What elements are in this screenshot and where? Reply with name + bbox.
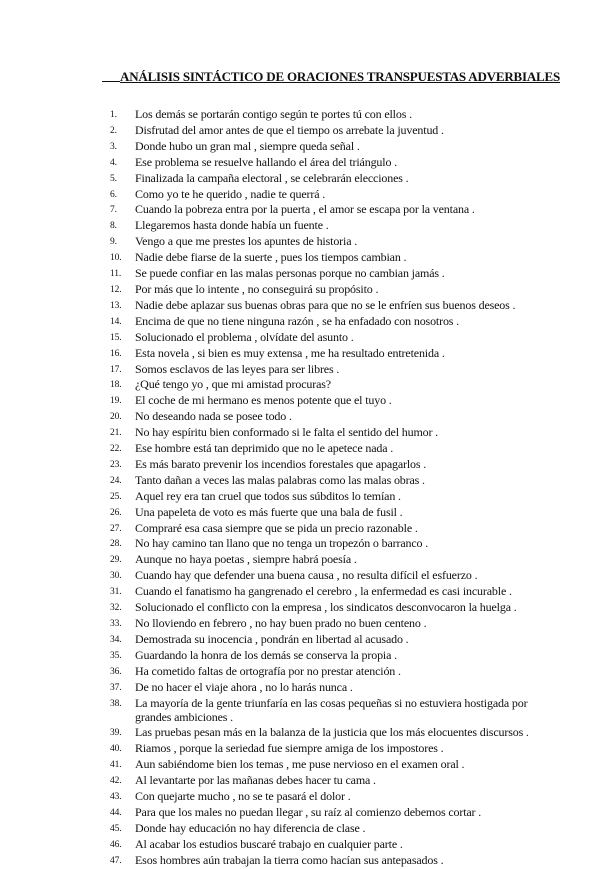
sentence-item xyxy=(110,234,550,250)
sentence-number: 29. xyxy=(110,555,122,566)
sentence-number: 32. xyxy=(110,603,122,614)
sentence-number: 47. xyxy=(110,855,122,866)
sentence-text: Las pruebas pesan más en la balanza de la justicia que los más elocuentes discursos . xyxy=(135,725,529,740)
sentence-text: Aun sabiéndome bien los temas , me puse nervioso en el examen oral . xyxy=(135,757,465,772)
sentence-number: 26. xyxy=(110,507,122,518)
sentence-text: Al acabar los estudios buscaré trabajo en cualquier parte . xyxy=(135,836,403,851)
sentence-number: 19. xyxy=(110,396,122,407)
sentence-number: 42. xyxy=(110,776,122,787)
sentence-item xyxy=(110,155,550,171)
sentence-text: Llegaremos hasta donde había un fuente . xyxy=(135,218,329,233)
sentence-number: 30. xyxy=(110,571,122,582)
sentence-text: Cuando la pobreza entra por la puerta , el amor se escapa por la ventana . xyxy=(135,202,475,217)
sentence-item xyxy=(110,616,550,632)
sentence-text: Por más que lo intente , no conseguirá su propósito . xyxy=(135,281,379,296)
sentence-number: 2. xyxy=(110,125,117,136)
sentence-list xyxy=(110,107,550,869)
sentence-number: 27. xyxy=(110,523,122,534)
sentence-item xyxy=(110,773,550,789)
sentence-text: Disfrutad del amor antes de que el tiempo os arrebate la juventud . xyxy=(135,122,444,137)
sentence-number: 15. xyxy=(110,332,122,343)
sentence-number: 40. xyxy=(110,744,122,755)
sentence-item xyxy=(110,757,550,773)
sentence-number: 4. xyxy=(110,157,117,168)
sentence-text: Aunque no haya poetas , siempre habrá poesía . xyxy=(135,552,357,567)
sentence-item xyxy=(110,298,550,314)
sentence-text: La mayoría de la gente triunfaría en las cosas pequeñas si no estuviera hostigada por grandes ambiciones . xyxy=(135,695,528,725)
sentence-text: Nadie debe fiarse de la suerte , pues los tiempos cambian . xyxy=(135,250,407,265)
sentence-text: Ese hombre está tan deprimido que no le apetece nada . xyxy=(135,441,394,456)
sentence-number: 5. xyxy=(110,173,117,184)
sentence-number: 11. xyxy=(110,269,122,280)
sentence-text: Para que los males no puedan llegar , su raíz al comienzo debemos cortar . xyxy=(135,804,482,819)
title-underline-lead xyxy=(102,68,120,82)
sentence-text: Esta novela , si bien es muy extensa , me ha resultado entretenida . xyxy=(135,345,445,360)
sentence-text: Guardando la honra de los demás se conserva la propia . xyxy=(135,647,397,662)
sentence-item xyxy=(110,552,550,568)
sentence-item xyxy=(110,377,550,393)
sentence-item xyxy=(110,789,550,805)
sentence-item xyxy=(110,266,550,282)
sentence-number: 12. xyxy=(110,284,122,295)
sentence-item xyxy=(110,393,550,409)
sentence-text: Cuando hay que defender una buena causa , no resulta difícil el esfuerzo . xyxy=(135,568,478,583)
sentence-item xyxy=(110,362,550,378)
sentence-item xyxy=(110,489,550,505)
sentence-item xyxy=(110,600,550,616)
sentence-number: 25. xyxy=(110,491,122,502)
sentence-item xyxy=(110,725,550,741)
sentence-item xyxy=(110,805,550,821)
sentence-text: Los demás se portarán contigo según te portes tú con ellos . xyxy=(135,107,412,121)
sentence-number: 8. xyxy=(110,221,117,232)
sentence-text: Finalizada la campaña electoral , se celebrarán elecciones . xyxy=(135,170,409,185)
sentence-number: 16. xyxy=(110,348,122,359)
sentence-item xyxy=(110,821,550,837)
sentence-item xyxy=(110,441,550,457)
sentence-number: 9. xyxy=(110,237,117,248)
sentence-item xyxy=(110,696,550,726)
sentence-number: 41. xyxy=(110,760,122,771)
sentence-item xyxy=(110,457,550,473)
sentence-item xyxy=(110,123,550,139)
sentence-number: 13. xyxy=(110,300,122,311)
sentence-number: 17. xyxy=(110,364,122,375)
sentence-text: Ha cometido faltas de ortografía por no prestar atención . xyxy=(135,663,401,678)
sentence-item xyxy=(110,218,550,234)
sentence-text: De no hacer el viaje ahora , no lo harás nunca . xyxy=(135,679,353,694)
sentence-text: No hay camino tan llano que no tenga un tropezón o barranco . xyxy=(135,536,429,551)
sentence-item xyxy=(110,409,550,425)
sentence-item xyxy=(110,648,550,664)
sentence-text: Donde hubo un gran mal , siempre queda señal . xyxy=(135,138,360,153)
sentence-text: Tanto dañan a veces las malas palabras como las malas obras . xyxy=(135,472,425,487)
sentence-number: 28. xyxy=(110,539,122,550)
sentence-item xyxy=(110,202,550,218)
sentence-item xyxy=(110,346,550,362)
sentence-number: 33. xyxy=(110,619,122,629)
sentence-item xyxy=(110,505,550,521)
sentence-text: El coche de mi hermano es menos potente que el tuyo . xyxy=(135,393,392,408)
sentence-item xyxy=(110,330,550,346)
sentence-number: 39. xyxy=(110,728,122,739)
sentence-text: Ese problema se resuelve hallando el área del triángulo . xyxy=(135,154,398,169)
sentence-text: Es más barato prevenir los incendios forestales que apagarlos . xyxy=(135,456,427,471)
sentence-number: 38. xyxy=(110,698,122,709)
sentence-text: Al levantarte por las mañanas debes hacer tu cama . xyxy=(135,773,376,788)
sentence-item xyxy=(110,139,550,155)
sentence-item xyxy=(110,425,550,441)
sentence-text: Encima de que no tiene ninguna razón , se ha enfadado con nosotros . xyxy=(135,313,460,328)
sentence-text: No deseando nada se posee todo . xyxy=(135,409,292,424)
sentence-text: ¿Qué tengo yo , que mi amistad procuras? xyxy=(135,377,331,392)
sentence-number: 6. xyxy=(110,189,117,200)
sentence-text: Como yo te he querido , nadie te querrá . xyxy=(135,186,326,201)
sentence-text: Con quejarte mucho , no se te pasará el dolor . xyxy=(135,788,351,803)
sentence-item xyxy=(110,853,550,869)
sentence-number: 24. xyxy=(110,475,122,486)
sentence-number: 18. xyxy=(110,380,122,391)
sentence-text: Riamos , porque la seriedad fue siempre amiga de los impostores . xyxy=(135,741,444,756)
sentence-item xyxy=(110,282,550,298)
sentence-text: Solucionado el conflicto con la empresa , los sindicatos desconvocaron la huelga . xyxy=(135,600,517,615)
sentence-text: Demostrada su inocencia , pondrán en libertad al acusado . xyxy=(135,631,409,646)
sentence-number: 43. xyxy=(110,791,122,802)
sentence-item xyxy=(110,584,550,600)
sentence-number: 37. xyxy=(110,682,122,693)
sentence-number: 7. xyxy=(110,205,117,216)
sentence-text: Se puede confiar en las malas personas porque no cambian jamás . xyxy=(135,266,445,281)
sentence-number: 3. xyxy=(110,141,117,152)
sentence-number: 20. xyxy=(110,412,122,423)
sentence-text: Nadie debe aplazar sus buenas obras para que no se le enfríen sus buenos deseos . xyxy=(135,297,516,312)
sentence-text: Somos esclavos de las leyes para ser libres . xyxy=(135,361,340,376)
sentence-text: Solucionado el problema , olvídate del asunto . xyxy=(135,329,354,344)
sentence-item xyxy=(110,632,550,648)
sentence-number: 22. xyxy=(110,444,122,455)
page-title: ANÁLISIS SINTÁCTICO DE ORACIONES TRANSPUESTAS ADVERBIALES xyxy=(120,69,560,84)
sentence-text: No hay espíritu bien conformado si le falta el sentido del humor . xyxy=(135,425,439,440)
sentence-item xyxy=(110,250,550,266)
sentence-number: 14. xyxy=(110,316,122,327)
sentence-number: 45. xyxy=(110,823,122,834)
sentence-number: 1. xyxy=(110,110,117,120)
sentence-number: 10. xyxy=(110,253,122,264)
sentence-item xyxy=(110,171,550,187)
sentence-text: Compraré esa casa siempre que se pida un precio razonable . xyxy=(135,520,418,535)
sentence-text: Vengo a que me prestes los apuntes de historia . xyxy=(135,234,358,249)
sentence-number: 31. xyxy=(110,587,122,598)
sentence-item xyxy=(110,837,550,853)
sentence-item xyxy=(110,187,550,203)
sentence-item xyxy=(110,680,550,696)
sentence-item xyxy=(110,741,550,757)
sentence-number: 46. xyxy=(110,839,122,850)
sentence-number: 36. xyxy=(110,666,122,677)
sentence-item xyxy=(110,473,550,489)
sentence-item xyxy=(110,521,550,537)
document-title-row xyxy=(102,68,562,86)
sentence-text: Esos hombres aún trabajan la tierra como hacían sus antepasados . xyxy=(135,852,444,867)
sentence-item xyxy=(110,107,550,123)
sentence-text: Donde hay educación no hay diferencia de clase . xyxy=(135,820,366,835)
sentence-item xyxy=(110,664,550,680)
sentence-text: Una papeleta de voto es más fuerte que una bala de fusil . xyxy=(135,504,403,519)
sentence-item xyxy=(110,568,550,584)
sentence-number: 44. xyxy=(110,807,122,818)
sentence-item xyxy=(110,536,550,552)
sentence-number: 23. xyxy=(110,459,122,470)
sentence-number: 34. xyxy=(110,634,122,645)
sentence-number: 21. xyxy=(110,428,122,439)
sentence-text: Cuando el fanatismo ha gangrenado el cerebro , la enfermedad es casi incurable . xyxy=(135,584,512,599)
sentence-text: Aquel rey era tan cruel que todos sus súbditos lo temían . xyxy=(135,488,401,503)
sentence-item xyxy=(110,314,550,330)
sentence-text: No lloviendo en febrero , no hay buen prado no buen centeno . xyxy=(135,616,427,630)
sentence-number: 35. xyxy=(110,650,122,661)
